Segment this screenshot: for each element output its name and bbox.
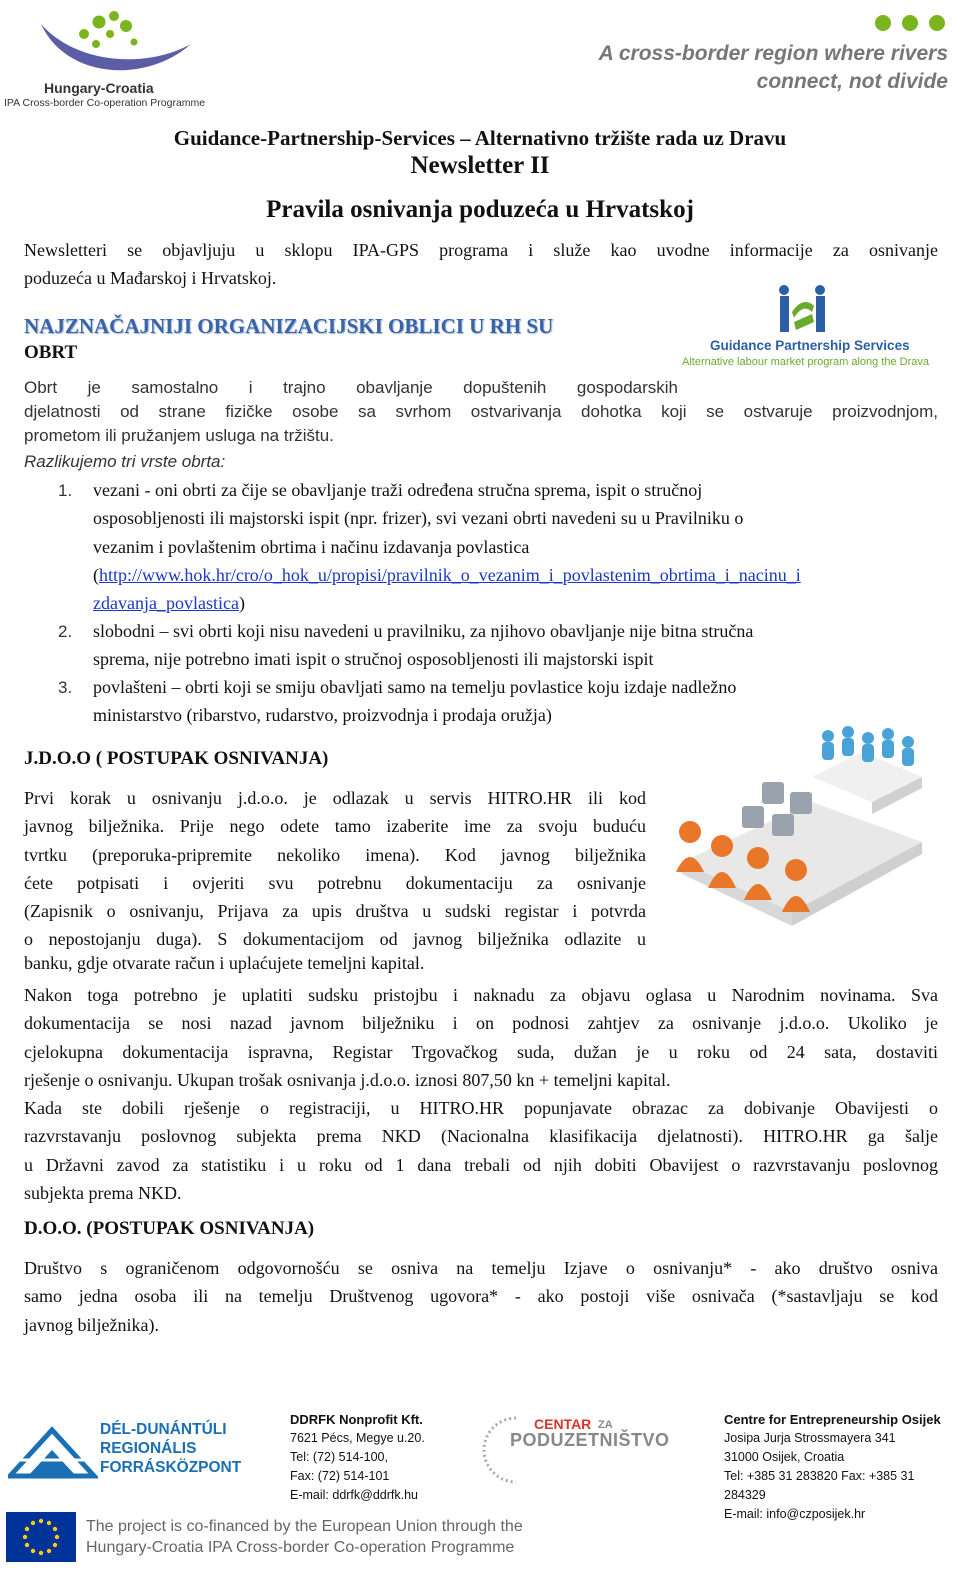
- ddrfk-logo-line: DÉL-DUNÁNTÚLI: [100, 1421, 227, 1438]
- obrt-text-line3: prometom ili pružanjem usluga na tržištu.: [24, 426, 334, 445]
- text-line: javnog bilježnika).: [24, 1314, 159, 1335]
- text-line: Kada ste dobili rješenje o registraciji, u HITRO.HR popunjavate obrazac za dobivanje Obavijesti o: [24, 1098, 938, 1118]
- text-line: Prvi korak u osnivanju j.d.o.o. je odlazak u servis HITRO.HR ili kod: [24, 788, 646, 808]
- ddrfk-address: 7621 Pécs, Megye u.20.: [290, 1431, 425, 1445]
- text-line: rješenje o osnivanju. Ukupan trošak osnivanja j.d.o.o. iznosi 807,50 kn + temeljni kapital.: [24, 1069, 671, 1090]
- czp-tel2: 284329: [724, 1488, 766, 1502]
- pravilnik-link[interactable]: http://www.hok.hr/cro/o_hok_u/propisi/pravilnik_o_vezanim_i_povlastenim_obrtima_i_nacinu_i: [99, 564, 801, 585]
- jdoo-title: J.D.O.O ( POSTUPAK OSNIVANJA): [24, 748, 329, 769]
- document-title: Guidance-Partnership-Services – Alternativno tržište rada uz Dravu: [173, 126, 787, 150]
- ddrfk-logo-text: [100, 1420, 241, 1477]
- list-item: [93, 617, 938, 674]
- page-subtitle: Pravila osnivanja poduzeća u Hrvatskoj: [266, 196, 694, 223]
- eu-cofinance-text: [86, 1516, 523, 1558]
- text-line: Društvo s ograničenom odgovornošću se osniva na temelju Izjave o osnivanju* - ako društvo osniva: [24, 1258, 938, 1278]
- cp-logo-bottom: PODUZETNIŠTVO: [510, 1430, 670, 1450]
- czp-contact: [724, 1410, 954, 1524]
- cp-logo-za: ZA: [598, 1419, 613, 1431]
- list-item-link-line: zdavanja_povlastica): [93, 593, 245, 614]
- green-dots-icon: [874, 14, 946, 37]
- obrt-types-intro: Razlikujemo tri vrste obrta:: [24, 452, 226, 471]
- list-item-line: ministarstvo (ribarstvo, rudarstvo, proizvodnja i prodaja oružja): [93, 705, 552, 726]
- gps-logo-name: Guidance Partnership Services: [710, 338, 910, 353]
- intro-line2: poduzeća u Mađarskoj i Hrvatskoj.: [24, 268, 277, 288]
- list-item-line: povlašteni – obrti koji se smiju obavljati samo na temelju povlastice koju izdaje nadležno: [93, 677, 737, 697]
- list-number: 3.: [58, 678, 73, 697]
- text-line: javnog bilježnika. Prije nego odete tamo izaberite ime za svoju buduću: [24, 816, 646, 837]
- ddrfk-logo-line: FORRÁSKÖZPONT: [100, 1459, 242, 1476]
- obrt-text-line2: djelatnosti od strane fizičke osobe sa svrhom ostvarivanja dohotka koji se ostvaruje proizvodnjom,: [24, 402, 938, 421]
- ddrfk-fax: Fax: (72) 514-101: [290, 1469, 390, 1483]
- ddrfk-contact: [290, 1410, 425, 1505]
- obrt-text-line1: Obrt je samostalno i trajno obavljanje dopuštenih gospodarskih: [24, 378, 678, 397]
- logo-subtitle: IPA Cross-border Co-operation Programme: [4, 97, 206, 109]
- text-line: o nepostojanju duga). S dokumentacijom od javnog bilježnika odlazite u: [24, 929, 646, 950]
- czp-address1: Josipa Jurja Strossmayera 341: [724, 1431, 896, 1445]
- text-line: razvrstavanju poslovnog subjekta prema NKD (Nacionalna klasifikacija djelatnosti). HITRO.HR ga šalje: [24, 1126, 938, 1147]
- text-line: ćete potpisati i ovjeriti svu potrebnu dokumentaciju za osnivanje: [24, 872, 646, 893]
- list-item-line: sprema, nije potrebno imati ispit o stručnoj osposobljenosti ili majstorski ispit: [93, 649, 654, 670]
- list-number: 2.: [58, 622, 73, 641]
- text-line: u Državni zavod za statistiku i u roku od 1 dana trebali od njih dobiti Obavijest o razvrstavanju poslovnog: [24, 1154, 938, 1175]
- pravilnik-link-cont[interactable]: zdavanja_povlastica: [93, 593, 239, 614]
- text-line: samo jedna osoba ili na temelju Društvenog ugovora* - ako postoji više osnivača (*sastavljaju se kod: [24, 1286, 938, 1307]
- text-line: tvrtku (preporuka-pripremite nekoliko imena). Kod javnog bilježnika: [24, 844, 646, 865]
- ddrfk-email[interactable]: E-mail: ddrfk@ddrfk.hu: [290, 1488, 419, 1502]
- centar-za-poduzetnistvo-logo: [476, 1410, 676, 1492]
- people-puzzle-illustration: [662, 722, 936, 934]
- logo-name: Hungary-Croatia: [44, 80, 154, 96]
- eu-text-line2: Hungary-Croatia IPA Cross-border Co-operation Programme: [86, 1539, 515, 1556]
- doo-paragraph: [24, 1254, 938, 1339]
- czp-name: Centre for Entrepreneurship Osijek: [724, 1412, 941, 1427]
- list-item-line: osposobljenosti ili majstorski ispit (npr. frizer), svi vezani obrti navedeni su u Pravilniku o: [93, 508, 744, 529]
- text-line: dokumentacija se nosi nazad javnom bilježniku i on podnosi zahtjev za osnivanje j.d.o.o. Ukoliko je: [24, 1013, 938, 1034]
- text-line: subjekta prema NKD.: [24, 1182, 182, 1203]
- gps-logo: [682, 282, 934, 374]
- ddrfk-tel: Tel: (72) 514-100,: [290, 1450, 388, 1464]
- cp-logo-top: CENTAR: [534, 1416, 592, 1432]
- obrt-title: OBRT: [24, 342, 78, 363]
- text-line: banku, gdje otvarate račun i uplaćujete temeljni kapital.: [24, 953, 425, 973]
- list-item: [93, 476, 938, 617]
- text-line: cjelokupna dokumentacija ispravna, Registar Trgovačkog suda, dužan je u roku od 24 sata, dostaviti: [24, 1041, 938, 1062]
- text-line: Nakon toga potrebno je uplatiti sudsku pristojbu i naknadu za objavu oglasa u Narodnim novinama. Sva: [24, 985, 938, 1005]
- list-item-line: vezani - oni obrti za čije se obavljanje traži određena stručna sprema, ispit o stručnoj: [93, 480, 703, 500]
- list-item-link-line: (http://www.hok.hr/cro/o_hok_u/propisi/pravilnik_o_vezanim_i_povlastenim_obrtima_i_nacinu_i: [93, 564, 801, 585]
- czp-tel: Tel: +385 31 283820 Fax: +385 31: [724, 1469, 915, 1483]
- gps-logo-sub: Alternative labour market program along the Drava: [682, 356, 930, 368]
- jdoo-paragraph-2: [24, 981, 938, 1094]
- section-heading: NAJZNAČAJNIJI ORGANIZACIJSKI OBLICI U RH SU: [24, 314, 554, 338]
- jdoo-paragraph-1: [24, 784, 646, 954]
- tagline-line1: A cross-border region where rivers: [598, 42, 948, 65]
- eu-flag-icon: [6, 1512, 76, 1562]
- eu-text-line1: The project is co-financed by the European Union through the: [86, 1518, 523, 1535]
- ddrfk-logo-line: REGIONÁLIS: [100, 1440, 197, 1457]
- intro-line1: Newsletteri se objavljuju u sklopu IPA-GPS programa i služe kao uvodne informacije za osnivanje: [24, 240, 938, 260]
- list-number: 1.: [58, 481, 73, 500]
- jdoo-paragraph-3: [24, 1094, 938, 1207]
- czp-email[interactable]: E-mail: info@czposijek.hr: [724, 1507, 866, 1521]
- list-item-line: slobodni – svi obrti koji nisu navedeni u pravilniku, za njihovo obavljanje nije bitna stručna: [93, 621, 754, 641]
- doo-title: D.O.O. (POSTUPAK OSNIVANJA): [24, 1218, 315, 1239]
- text-line: (Zapisnik o osnivanju, Prijava za upis društva u sudski registar i potvrda: [24, 901, 646, 922]
- czp-address2: 31000 Osijek, Croatia: [724, 1450, 845, 1464]
- tagline-line2: connect, not divide: [756, 70, 948, 93]
- list-item-line: vezanim i povlaštenim obrtima i načinu izdavanja povlastica: [93, 536, 530, 557]
- ddrfk-name: DDRFK Nonprofit Kft.: [290, 1412, 423, 1427]
- newsletter-title: Newsletter II: [410, 152, 550, 179]
